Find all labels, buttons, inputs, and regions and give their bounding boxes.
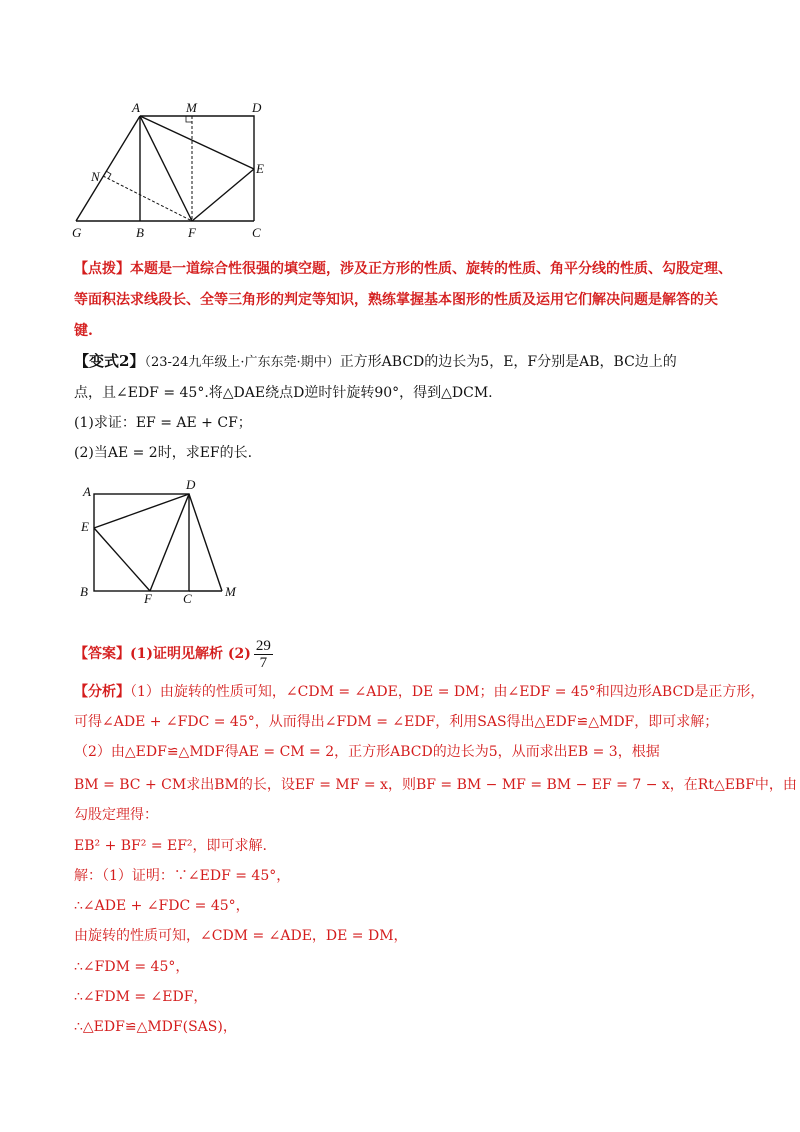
segment-ae	[140, 116, 254, 169]
label-m: M	[225, 584, 236, 599]
solution-line5: ∴∠FDM = ∠EDF，	[74, 989, 208, 1005]
segment-ag	[76, 116, 140, 221]
segment-de	[94, 494, 189, 528]
analysis-line3: （2）由△EDF≌△MDF得AE = CM = 2，正方形ABCD的边长为5，从而求出EB = 3，根据	[74, 744, 660, 760]
answer-part1: (1)证明见解析	[130, 646, 223, 662]
answer-numerator: 29	[255, 637, 271, 654]
variant2-tag: 【变式2】	[74, 352, 145, 370]
segment-df	[150, 494, 189, 591]
label-n: N	[91, 169, 100, 184]
segment-dm	[189, 494, 222, 591]
analysis-line5: 勾股定理得：	[74, 807, 158, 823]
label-b: B	[80, 584, 88, 599]
variant2-line2: 点，且∠EDF = 45°.将△DAE绕点D逆时针旋转90°，得到△DCM.	[74, 385, 493, 401]
solution-line6: ∴△EDF≌△MDF(SAS)，	[74, 1019, 237, 1035]
question-2: (2)当AE = 2时，求EF的长.	[74, 445, 253, 461]
label-a: A	[83, 484, 91, 499]
label-f: F	[188, 225, 196, 240]
square-top-right-edges	[140, 116, 254, 221]
label-d: D	[186, 477, 196, 492]
question-1: (1)求证：EF = AE + CF；	[74, 415, 252, 431]
dianbo-tag: 【点拨】	[74, 261, 130, 277]
variant2-source: （23-24九年级上·广东东莞·期中）	[144, 355, 340, 370]
right-angle-mark-n	[106, 171, 111, 179]
label-b: B	[136, 225, 144, 240]
square-abcd	[94, 494, 189, 591]
solution-line3: 由旋转的性质可知，∠CDM = ∠ADE，DE = DM，	[74, 928, 408, 944]
answer-line	[74, 636, 273, 672]
analysis-line2: 可得∠ADE + ∠FDC = 45°，从而得出∠FDM = ∠EDF，利用SAS得出△EDF≌△MDF，即可求解；	[74, 714, 719, 730]
label-m: M	[186, 100, 197, 115]
figure-2-geometry-diagram	[74, 476, 254, 606]
dashed-nf	[103, 176, 192, 221]
analysis-line4: BM = BC + CM求出BM的长，设EF = MF = x，则BF = BM − MF = BM − EF = 7 − x，在Rt△EBF中，由	[74, 777, 797, 793]
analysis-tag: 【分析】	[74, 684, 130, 700]
analysis-line1	[74, 682, 764, 702]
label-c: C	[183, 591, 192, 606]
variant2-line1	[74, 351, 677, 373]
answer-fraction	[254, 638, 273, 671]
right-angle-mark-m	[186, 116, 192, 122]
analysis-line6: EB² + BF² = EF²，即可求解.	[74, 838, 267, 854]
label-a: A	[132, 100, 140, 115]
figure-1-geometry-diagram	[60, 95, 280, 245]
label-c: C	[252, 225, 261, 240]
label-e: E	[256, 161, 264, 176]
segment-ef	[94, 528, 150, 591]
answer-denominator: 7	[259, 654, 268, 671]
solution-line4: ∴∠FDM = 45°，	[74, 959, 190, 975]
label-g: G	[72, 225, 82, 240]
segment-af	[140, 116, 192, 221]
dianbo-text: 本题是一道综合性很强的填空题，涉及正方形的性质、旋转的性质、角平分线的性质、勾股定理、等面积法求线段长、全等三角形的判定等知识，熟练掌握基本图形的性质及运用它们解决问题是解答的关键.	[74, 261, 732, 339]
variant2-line1-rest: 正方形ABCD的边长为5，E，F分别是AB，BC边上的	[339, 354, 677, 370]
segment-fe	[192, 169, 254, 221]
analysis-l1: （1）由旋转的性质可知，∠CDM = ∠ADE，DE = DM；由∠EDF = 45°和四边形ABCD是正方形，	[130, 684, 765, 700]
label-f: F	[144, 591, 152, 606]
dianbo-paragraph	[74, 254, 734, 347]
answer-tag: 【答案】	[74, 646, 130, 662]
solution-line1: 解：（1）证明：∵∠EDF = 45°，	[74, 868, 291, 884]
answer-part2: (2)	[227, 646, 251, 662]
label-d: D	[252, 100, 262, 115]
label-e: E	[81, 519, 89, 534]
solution-line2: ∴∠ADE + ∠FDC = 45°，	[74, 898, 250, 914]
